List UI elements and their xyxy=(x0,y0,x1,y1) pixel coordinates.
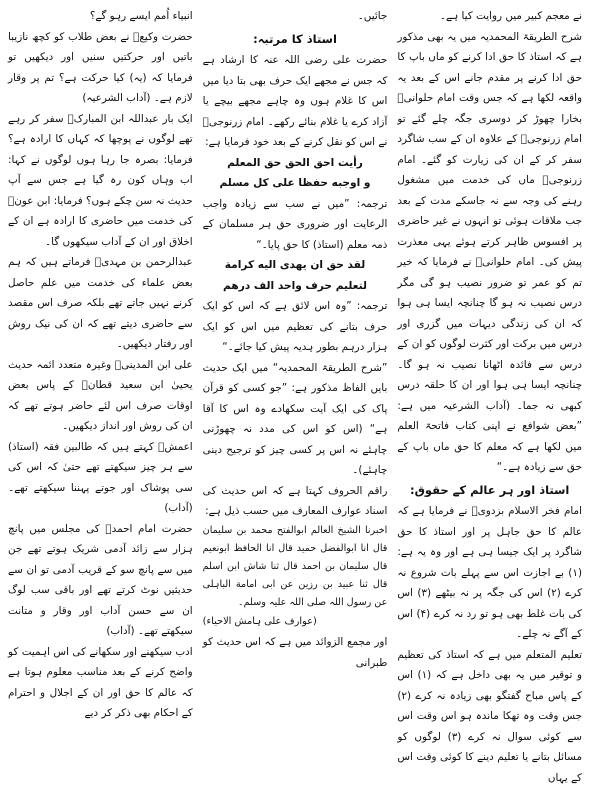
isnad-paragraph: اخبرنا الشیخ العالم ابوالفتح محمد بن سلیمان قال انا ابوالفضل حمید قال انا الحافظ ابونعیم قال سلیمان بن احمد قال ثنا شاش ابن اسلم قال ثنا عبید بن رزین عن ابی امامة الباہلی عن رسول اللہ صلی اللہ علیہ وسلم۔ xyxy=(203,522,388,612)
paragraph: علی ابن المدینیؒ وغیرہ متعدد ائمہ حدیث یحییٰ ابن سعید قطانؒ کے پاس بعض اوقات صرف اس لئے حاضر ہوتے تھے کہ ان کی روش اور انداز دیکھیں۔ xyxy=(8,355,193,437)
column-right xyxy=(8,6,193,751)
paragraph: حضرت وکیعؒ نے بعض طلاب کو کچھ نازیبا باتیں اور حرکتیں سنیں اور دیکھیں تو فرمایا کہ (یہ) کیا حرکت ہے؟ تم پر وقار لازم ہے۔ (آداب الشرعیہ) xyxy=(8,27,193,109)
paragraph: اور مجمع الزوائد میں ہے کہ اس حدیث کو طبرانی xyxy=(203,632,388,673)
arabic-verse: رأیت احق الحق حق المعلم xyxy=(203,153,388,174)
paragraph: حضرت علی رضی اللہ عنہ کا ارشاد ہے کہ جس نے مجھے ایک حرف بھی بتا دیا میں اس کا غلام ہوں وہ چاہے مجھے بیچے یا آزاد کرے یا غلام بنائے رکھے۔ امام زرنوجیؒ نے اس کو نقل کرنے کے بعد خود فرمایا ہے: xyxy=(203,50,388,153)
paragraph: ادب سیکھنے اور سکھانے کی اس اہمیت کو واضح کرنے کے بعد مناسب معلوم ہوتا ہے کہ عالم کا حق اور ان کے اجلال و احترام کے احکام بھی ذکر کر دیے xyxy=(8,642,193,724)
paragraph: امام فخر الاسلام بزدویؒ نے فرمایا ہے کہ عالم کا حق جاہل پر اور استاذ کا حق شاگرد پر ایک جیسا ہی ہے اور وہ یہ ہے: (۱) بے اجازت اس سے پہلے بات شروع نہ کرے (۲) اس کی جگہ پر نہ بیٹھے (۳) اس کی بات غلط بھی ہو تو رد نہ کرے (۴) اس کے آگے نہ چلے۔ xyxy=(397,501,582,645)
reference-citation: (عوارف علی ہامش الاحیاء) xyxy=(203,612,388,633)
column-middle xyxy=(203,6,388,751)
paragraph: انبیاء اُمم ایسے رہو گے؟ xyxy=(8,6,193,27)
arabic-verse: لتعليم حرف واحد الف درهم xyxy=(203,276,388,297)
paragraph: عبدالرحمن بن مہدیؒ فرماتے ہیں کہ ہم بعض علماء کی خدمت میں علم حاصل کرنے نہیں جاتے تھے بلکہ صرف اس مقصد سے حاضری دیتے تھے کہ ان کی نیک روش اور رفتار دیکھیں۔ xyxy=(8,252,193,355)
paragraph: نے معجم کبیر میں روایت کیا ہے۔ xyxy=(397,6,582,27)
section-heading: استاذ کا مرتبہ: xyxy=(203,29,388,50)
section-heading: استاذ اور ہر عالم کے حقوق: xyxy=(397,480,582,501)
arabic-verse: و اوجبه حفظا على كل مسلم xyxy=(203,173,388,194)
paragraph: ترجمہ: ”میں نے سب سے زیادہ واجب الرعایت اور ضروری حق ہر مسلمان کے ذمہ معلم (استاذ) کا حق پایا۔“ xyxy=(203,194,388,256)
paragraph: شرح الطریقۃ المحمدیہ میں یہ بھی مذکور ہے کہ استاذ کا حق ادا کرنے کو ماں باپ کا حق ادا کرنے پر مقدم جانے اس کے بعد یہ واقعہ لکھا ہے کہ جس وقت امام حلوانیؒ بخارا چھوڑ کر دوسری جگہ چلے گئے تو امام زرنوجیؒ کے علاوہ ان کے سب شاگرد سفر کر کے ان کی زیارت کو گئے۔ امام زرنوجیؒ ماں کی خدمت میں مشغول رہنے کی وجہ سے نہ جاسکے مدت کے بعد جب ملاقات ہوئی تو انہوں نے غیر حاضری پر افسوس ظاہر کرتے ہوئے یہی معذرت پیش کی۔ امام حلوانیؒ نے فرمایا کہ خیر تم کو عمر تو ضرور نصیب ہو گی مگر درس نصیب نہ ہو گا چنانچہ ایسا ہی ہوا کہ ان کی زندگی دیہات میں گزری اور درس میں برکت اور کثرت لوگوں کو ان کے درس سے فائدہ اٹھانا نصیب نہ ہو گا۔ چنانچہ ایسا ہی ہوا اور ان کا حلقہ درس کبھی نہ جما۔ (آداب الشرعیہ میں ہے: ”بعض شوافع نے اپنی کتاب فاتحۃ العلم میں لکھا ہے کہ معلم کا حق ماں باپ کے حق سے زیادہ ہے۔“ xyxy=(397,27,582,478)
paragraph: ترجمہ: ”وہ اس لائق ہے کہ اس کو ایک حرف بتانے کی تعظیم میں اس کو ایک ہزار درہم بطور ہدیہ پیش کیا جائے۔“ xyxy=(203,296,388,358)
paragraph: ”شرح الطریقۃ المحمدیہ“ میں ایک حدیث بایں الفاظ مذکور ہے: ”جو کسی کو قرآن پاک کی ایک آیت سکھادے وہ اس کا آقا ہے“ (اس کو اس کی مدد نہ چھوڑنی چاہئے نہ اس پر کسی چیز کو ترجیح دینی چاہئے)۔ xyxy=(203,358,388,481)
paragraph: اعمشؒ کہتے ہیں کہ طالبین فقہ (استاذ) سے ہر چیز سیکھتے تھے حتیٰ کہ اس کی سی پوشاک اور جوتے پہننا سیکھتے تھے۔ (آداب) xyxy=(8,437,193,519)
paragraph: ایک بار عبداللہ ابن المبارکؒ سفر کر رہے تھے لوگوں نے پوچھا کہ کہاں کا ارادہ ہے؟ فرمایا: بصرہ جا رہا ہوں لوگوں نے کہا: اب وہاں کون رہ گیا ہے جس سے آپ حدیث نہ سن چکے ہوں؟ فرمایا: ابن عونؒ کی خدمت میں حاضری کا ارادہ ہے ان کے اخلاق اور ان کے آداب سیکھوں گا۔ xyxy=(8,109,193,253)
paragraph: تعلیم المتعلم میں ہے کہ استاذ کی تعظیم و توقیر میں یہ بھی داخل ہے کہ (۱) اس کے پاس مباح گفتگو بھی زیادہ نہ کرے (۲) جس وقت وہ تھکا ماندہ ہو اس وقت اس سے کوئی سوال نہ کرے (۳) لوگوں کو مسائل بتانے یا تعلیم دینے کا کوئی وقت اس کے یہاں xyxy=(397,645,582,788)
paragraph: راقم الحروف کہتا ہے کہ اس حدیث کی اسناد عوارف المعارف میں حسب ذیل ہے: xyxy=(203,481,388,522)
paragraph: حضرت امام احمدؒ کی مجلس میں پانچ ہزار سے زائد آدمی شریک ہوتے تھے جن میں سے پانچ سو کے قریب آدمی تو ان سے حدیثیں نوٹ کرتے تھے اور باقی سب لوگ ان سے حسن آداب اور وقار و متانت سیکھتے تھے۔ (آداب) xyxy=(8,519,193,642)
column-left xyxy=(397,6,582,751)
paragraph: جائیں۔ xyxy=(203,6,388,27)
arabic-verse: لقد حق ان يهدى اليه كرامة xyxy=(203,255,388,276)
